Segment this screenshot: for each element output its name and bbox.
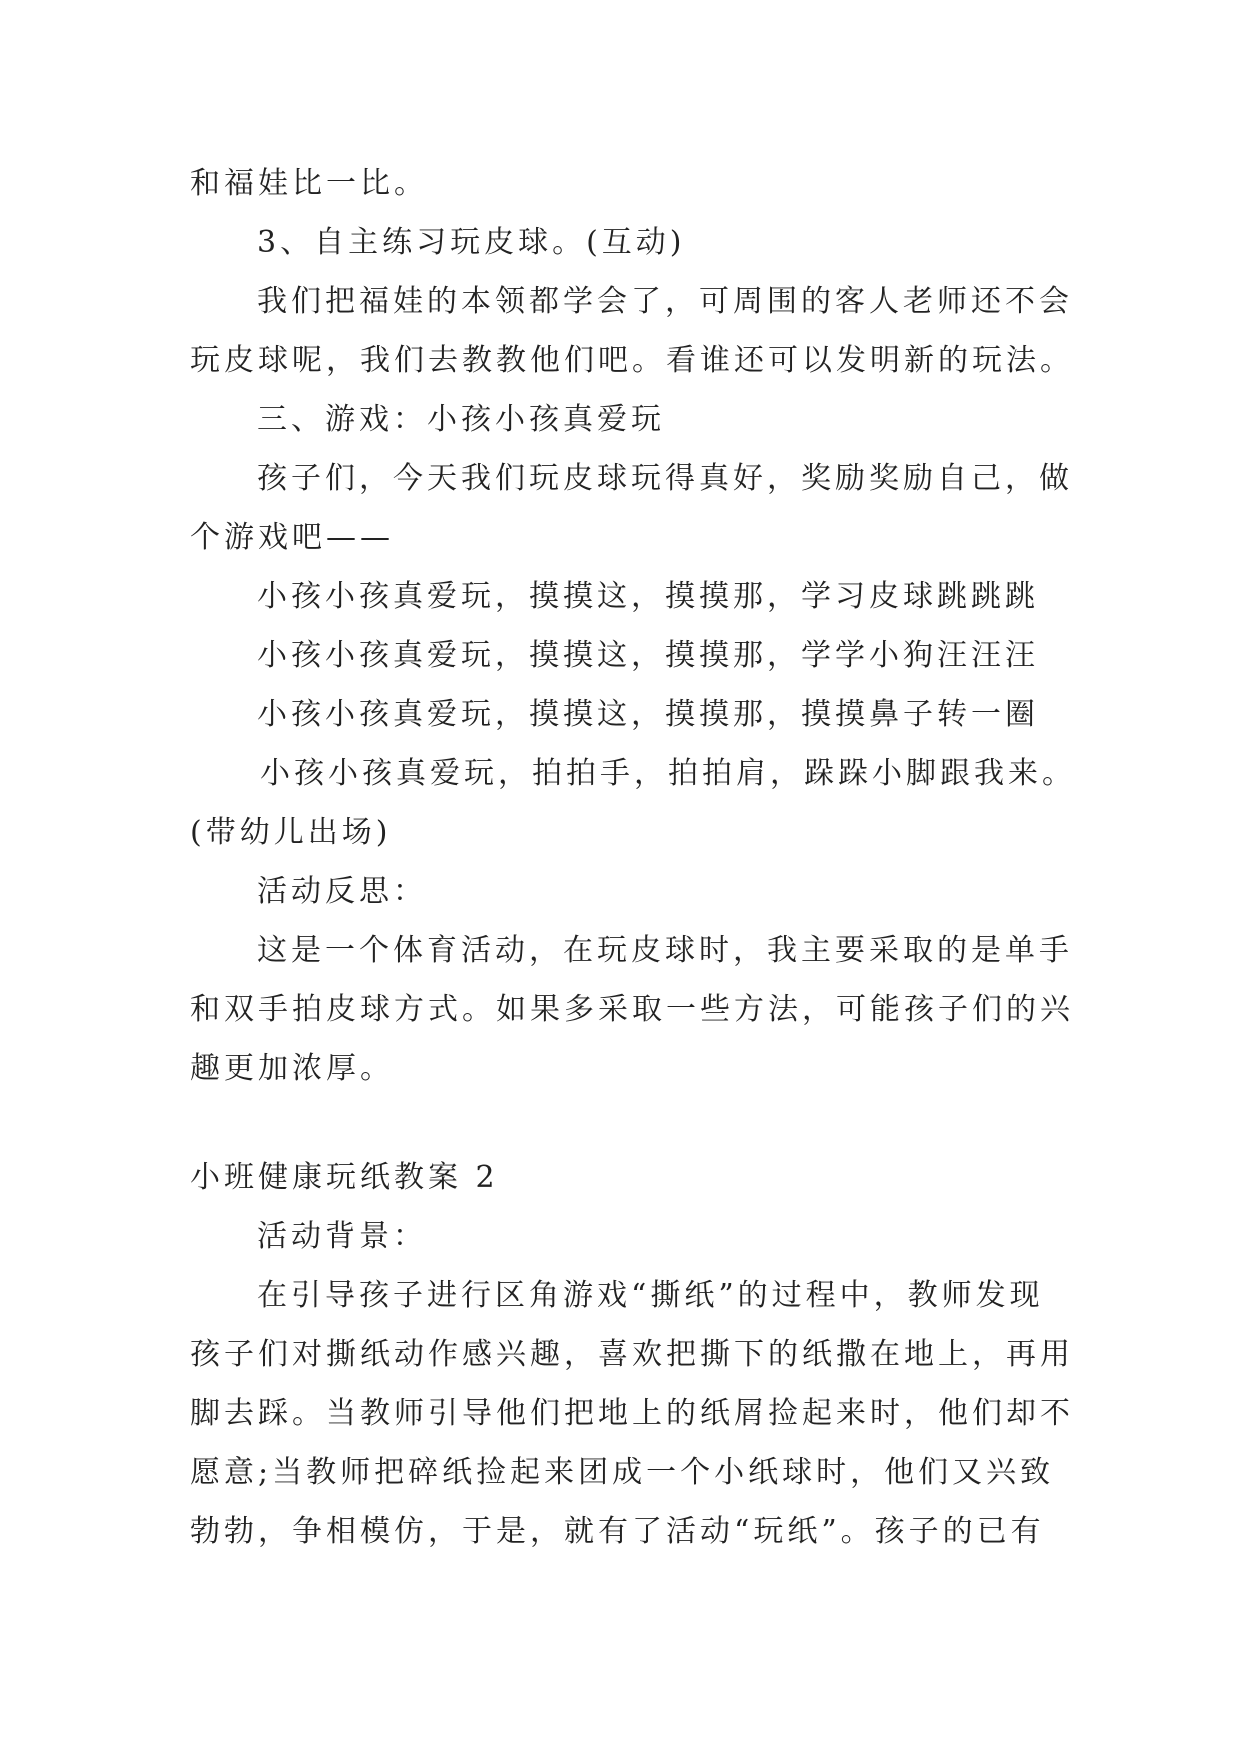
section-heading: 三、游戏：小孩小孩真爱玩 [257, 402, 665, 437]
text-line: 这是一个体育活动，在玩皮球时，我主要采取的是单手 [257, 933, 1073, 968]
section-heading: 活动反思： [257, 874, 427, 909]
section-heading: 3、自主练习玩皮球。(互动) [257, 225, 686, 260]
rhyme-line: 小孩小孩真爱玩，摸摸这，摸摸那，摸摸鼻子转一圈 [257, 697, 1039, 732]
text-line: 孩子们，今天我们玩皮球玩得真好，奖励奖励自己，做 [257, 461, 1073, 496]
text-line: 在引导孩子进行区角游戏“撕纸”的过程中，教师发现 [257, 1278, 1044, 1313]
section-heading: 活动背景： [257, 1219, 427, 1254]
text-line: 脚去踩。当教师引导他们把地上的纸屑捡起来时，他们却不 [190, 1396, 1074, 1431]
rhyme-line: 小孩小孩真爱玩，摸摸这，摸摸那，学学小狗汪汪汪 [257, 638, 1039, 673]
text-line: (带幼儿出场) [190, 815, 392, 850]
document-title: 小班健康玩纸教案 2 [190, 1160, 499, 1195]
text-line: 和双手拍皮球方式。如果多采取一些方法，可能孩子们的兴 [190, 992, 1074, 1027]
text-line: 玩皮球呢，我们去教教他们吧。看谁还可以发明新的玩法。 [190, 343, 1074, 378]
text-line: 趣更加浓厚。 [190, 1051, 394, 1086]
text-line: 个游戏吧—— [190, 520, 394, 555]
text-line: 勃勃，争相模仿，于是，就有了活动“玩纸”。孩子的已有 [190, 1514, 1045, 1549]
rhyme-line: 小孩小孩真爱玩，摸摸这，摸摸那，学习皮球跳跳跳 [257, 579, 1039, 614]
text-line: 孩子们对撕纸动作感兴趣，喜欢把撕下的纸撒在地上，再用 [190, 1337, 1074, 1372]
text-line: 我们把福娃的本领都学会了，可周围的客人老师还不会 [257, 284, 1073, 319]
text-line: 和福娃比一比。 [190, 166, 428, 201]
rhyme-line: 小孩小孩真爱玩，拍拍手，拍拍肩，跺跺小脚跟我来。 [260, 756, 1076, 791]
text-line: 愿意;当教师把碎纸捡起来团成一个小纸球时，他们又兴致 [190, 1455, 1055, 1490]
